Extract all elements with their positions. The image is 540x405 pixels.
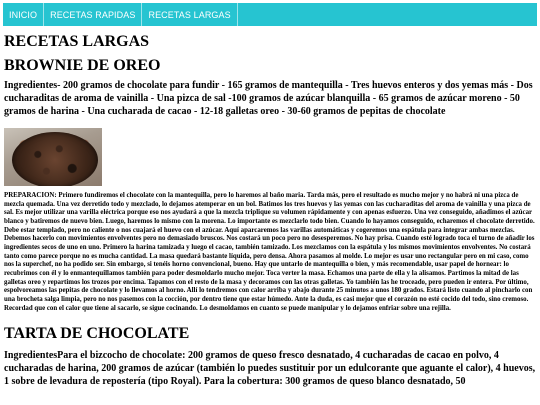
recipe-ingredients: IngredientesPara el bizcocho de chocolate: 200 gramos de queso fresco desnatado, 4 cucharadas de cacao en polvo, 4 cucharadas de harina, 200 gramos de azúcar (también lo puedes sustituir por un edulcorante que aguante el calor), 4 huevos, 1 sobre de levadura de repostería (tipo Royal). Para la cobertura: 300 gramos de queso blanco desnatado, 50 (4, 350, 536, 388)
recipe-title: BROWNIE DE OREO (4, 57, 161, 74)
brownie-photo (4, 128, 102, 186)
recipe-ingredients: Ingredientes- 200 gramos de chocolate para fundir - 165 gramos de mantequilla - Tres huevos enteros y dos yemas más - Dos cucharaditas de aroma de vainilla - Una pizca de sal -100 gramos de azúcar blanquilla - 65 gramos de azúcar moreno - 50 gramos de harina - Una cucharada de cacao - 12-18 galletas oreo - 30-60 gramos de pepitas de chocolate (4, 80, 533, 117)
recipe-brownie-de-oreo (4, 56, 538, 313)
brownie-image-shape (12, 132, 98, 186)
recipe-title: TARTA DE CHOCOLATE (4, 325, 190, 343)
nav-link-recetas-rapidas[interactable]: RECETAS RAPIDAS (44, 3, 142, 26)
nav-link-recetas-largas[interactable]: RECETAS LARGAS (142, 3, 237, 26)
top-navigation-bar (3, 3, 537, 26)
main-content (4, 32, 538, 388)
recipe-tarta-de-chocolate (4, 324, 538, 388)
recipe-preparation: PREPARACION: Primero fundiremos el chocolate con la mantequilla, pero lo haremos al baño maria. Tarda más, pero el resultado es mucho mejor y no habrá ni una pizca de mezcla quemada. Una vez derretido todo y mezclado, lo dejamos atemperar en un bol. Batimos los tres huevos y las yemas con las cucharaditas del aroma de vainilla y una pizca de sal. Es mejor utilizar una varilla eléctrica porque eso nos ayudará a que la mezcla triplique su volumen rápidamente y con apenas esfuerzo. Una vez conseguido, añadimos el azúcar blanco y batiremos de nuevo bien. Luego, haremos lo mismo con la morena. Lo importante es mezclarlo todo bien. Cuando lo hayamos conseguido, echaremos el chocolate derretido. Debe estar templado, pero no caliente o nos cuajará el huevo con el azúcar. Aquí aparcaremos las varillas automáticas y cogeremos una espátula para integrar ambas mezclas. Debemos hacerlo con movimientos envolventes pero no demasiado bruscos. Nos costará un poco pero no desesperemos. No hay prisa. Cuando esté logrado toca el turno de añadir los ingredientes secos de uno en uno. Primero la harina tamizada y luego el cacao, también tamizado. Los mezclamos con la espátula y los mismos movimientos envolventes. No costará tanto como parece porque no es mucha cantidad. La masa quedará bastante líquida, pero densa. Ahora pasamos al molde. Lo mejor es usar uno rectangular pero en mi caso, como nos la superchef, no ha podido ser. Sin embargo, si tenéis horno convencional, bueno. Hay que untarlo de mantequilla o bien, y más recomendable, usar papel de hornear: lo recubrimos con él y lo enmantequillamos también para poder desmoldarlo mucho mejor. Toca verter la masa. Echamos una parte de ella y la alisamos. Partimos la mitad de las galletas oreo y repartimos los trozos por encima. Tapamos con el resto de la masa y decoramos con las otras galletas. Yo también las he troceado, pero pueden ir entera. Por último, espolvoreamos las pepitas de chocolate y lo llevamos al horno. Allí lo tendremos con calor arriba y abajo durante 25 minutos a unos 180 grados. Estará listo cuando al pincharlo con una brocheta salga limpia, pero no nos pasemos con la cocción, por dentro tiene que estar húmedo. Ante la duda, es casi mejor que el corazón no esté cocido del todo, sino cremoso. Recordad que con el calor que tiene al sacarlo, se sigue cocinando. Lo desmoldamos en cuanto se puede manipular y lo dejamos enfriar sobre una rejilla. (4, 192, 535, 312)
nav-link-inicio[interactable]: INICIO (3, 3, 44, 26)
page-title: RECETAS LARGAS (4, 33, 150, 50)
